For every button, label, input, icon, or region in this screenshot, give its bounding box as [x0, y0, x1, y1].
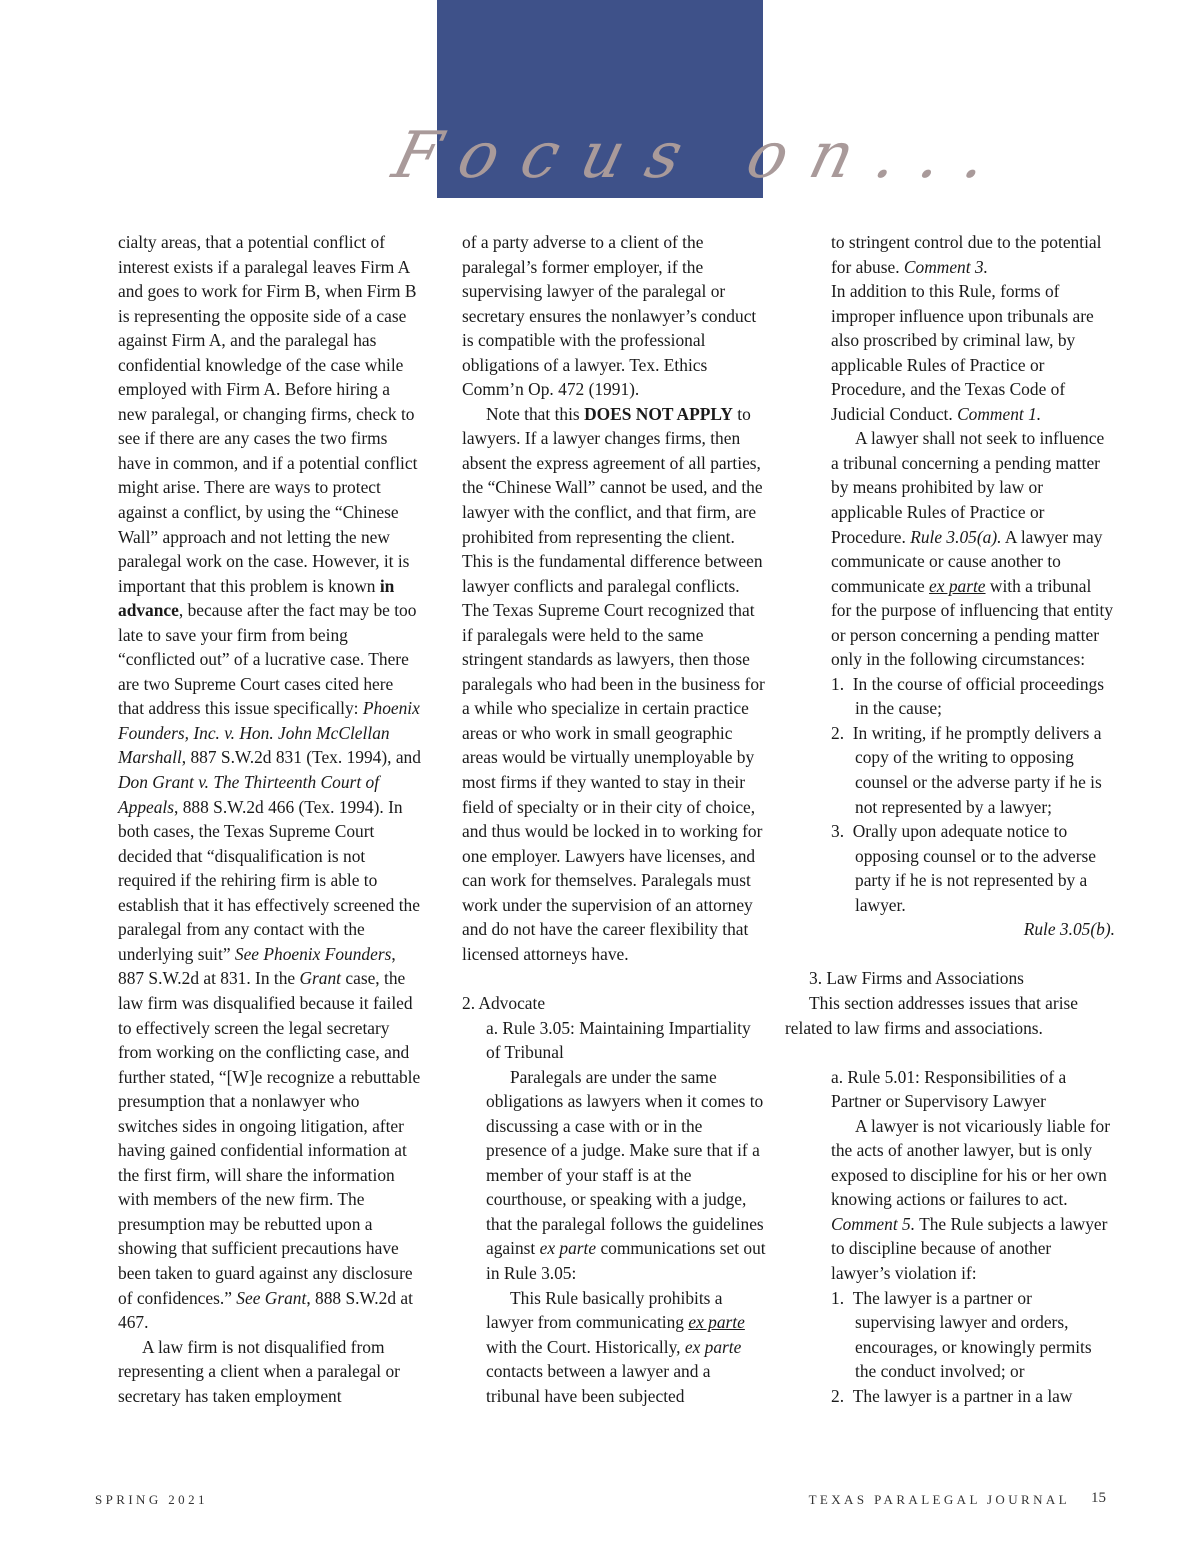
paragraph: A lawyer is not vicariously liable for the acts of another lawyer, but is only exposed to discipline for his or her own knowing actions or failures to act. Comment 5. The Rule subjects a lawyer to discipline because of another lawyer’s violation if:: [831, 1115, 1110, 1283]
paragraph: In addition to this Rule, forms of improper influence upon tribunals are also proscribed by criminal law, by applicable Rules of Practice or Procedure, and the Texas Code of Judicial Conduct. Comment 1.: [831, 281, 1094, 424]
page-number: 15: [1091, 1490, 1106, 1506]
list-item: 1. In the course of official proceedings in the cause;: [831, 673, 1105, 719]
footer-publication: TEXAS PARALEGAL JOURNAL: [808, 1492, 1070, 1507]
paragraph: Paralegals are under the same obligations as lawyers when it comes to discussing a case with or in the presence of a judge. Make sure that if a member of your staff is at the courthouse, or speaking with a judge, that the paralegal follows the guidelines against ex parte communications set out in Rule 3.05:: [486, 1066, 766, 1283]
list-item: 2. In writing, if he promptly delivers a copy of the writing to opposing counsel or the adverse party if he is not represented by a lawyer;: [831, 722, 1102, 817]
paragraph: to stringent control due to the potential for abuse. Comment 3.: [831, 232, 1102, 277]
paragraph: This Rule basically prohibits a lawyer from communicating ex parte with the Court. Historically, ex parte contacts between a lawyer and a tribunal have been subjected: [486, 1287, 745, 1406]
subsection-heading: a. Rule 5.01: Responsibilities of a Partner or Supervisory Lawyer: [831, 1066, 1067, 1112]
column-3: [785, 230, 1115, 1408]
footer-issue: SPRING 2021: [95, 1492, 208, 1507]
column-1: [118, 230, 423, 1408]
list-item: 3. Orally upon adequate notice to opposing counsel or to the adverse party if he is not represented by a lawyer.: [831, 821, 1096, 915]
paragraph: of a party adverse to a client of the paralegal’s former employer, if the supervising lawyer of the paralegal or secretary ensures the nonlawyer’s conduct is compatible with the professional obligations of a lawyer. Tex. Ethics Comm’n Op. 472 (1991).: [462, 232, 757, 400]
section-heading: 3. Law Firms and Associations: [809, 968, 1024, 989]
rule-citation: Rule 3.05(b).: [1023, 919, 1115, 940]
list-item: 1. The lawyer is a partner or supervising lawyer and orders, encourages, or knowingly permits the conduct involved; or: [831, 1287, 1092, 1382]
section-title: Focus on...: [385, 119, 1019, 193]
paragraph: cialty areas, that a potential conflict of interest exists if a paralegal leaves Firm A and goes to work for Firm B, when Firm B is representing the opposite side of a case against Firm A, and the paralegal has confidential knowledge of the case while employed with Firm A. Before hiring a new paralegal, or changing firms, check to see if there are any cases the two firms have in common, and if a potential conflict might arise. There are ways to protect against a conflict, by using the “Chinese Wall” approach and not letting the new paralegal work on the case. However, it is important that this problem is known in advance, because after the fact may be too late to save your firm from being “conflicted out” of a lucrative case. There are two Supreme Court cases cited here that address this issue specifically: Phoenix Founders, Inc. v. Hon. John McClellan Marshall, 887 S.W.2d 831 (Tex. 1994), and Don Grant v. The Thirteenth Court of Appeals, 888 S.W.2d 466 (Tex. 1994). In both cases, the Texas Supreme Court decided that “disqualification is not required if the rehiring firm is able to establish that it has effectively screened the paralegal from any contact with the underlying suit” See Phoenix Founders, 887 S.W.2d at 831. In the Grant case, the law firm was disqualified because it failed to effectively screen the legal secretary from working on the conflicting case, and further stated, “[W]e recognize a rebuttable presumption that a nonlawyer who switches sides in ongoing litigation, after having gained confidential information at the first firm, will share the information with members of the new firm. The presumption may be rebutted upon a showing that sufficient precautions have been taken to guard against any disclosure of confidences.” See Grant, 888 S.W.2d at 467.: [118, 232, 421, 1333]
paragraph: Note that this DOES NOT APPLY to lawyers. If a lawyer changes firms, then absent the express agreement of all parties, the “Chinese Wall” cannot be used, and the lawyer with the conflict, and that firm, are prohibited from representing the client. This is the fundamental difference between lawyer conflicts and paralegal conflicts. The Texas Supreme Court recognized that if paralegals were held to the same stringent standards as lawyers, then those paralegals who had been in the business for a while who specialize in certain practice areas or who work in small geographic areas would be virtually unemployable by most firms if they wanted to stay in their field of specialty or in their city of choice, and thus would be locked in to working for one employer. Lawyers have licenses, and can work for themselves. Paralegals must work under the supervision of an attorney and do not have the career flexibility that licensed attorneys have.: [462, 403, 765, 964]
column-2: [462, 230, 767, 1408]
paragraph: A lawyer shall not seek to influence a tribunal concerning a pending matter by means prohibited by law or applicable Rules of Practice or Procedure. Rule 3.05(a). A lawyer may communicate or cause another to communicate ex parte with a tribunal for the purpose of influencing that entity or person concerning a pending matter only in the following circumstances:: [831, 428, 1114, 670]
paragraph: This section addresses issues that arise related to law firms and associations.: [785, 992, 1079, 1038]
paragraph: A law firm is not disqualified from representing a client when a paralegal or secretary has taken employment: [118, 1336, 400, 1406]
section-heading: 2. Advocate: [462, 992, 546, 1013]
list-item: 2. The lawyer is a partner in a law: [831, 1385, 1073, 1406]
subsection-heading: a. Rule 3.05: Maintaining Impartiality of Tribunal: [486, 1017, 751, 1063]
